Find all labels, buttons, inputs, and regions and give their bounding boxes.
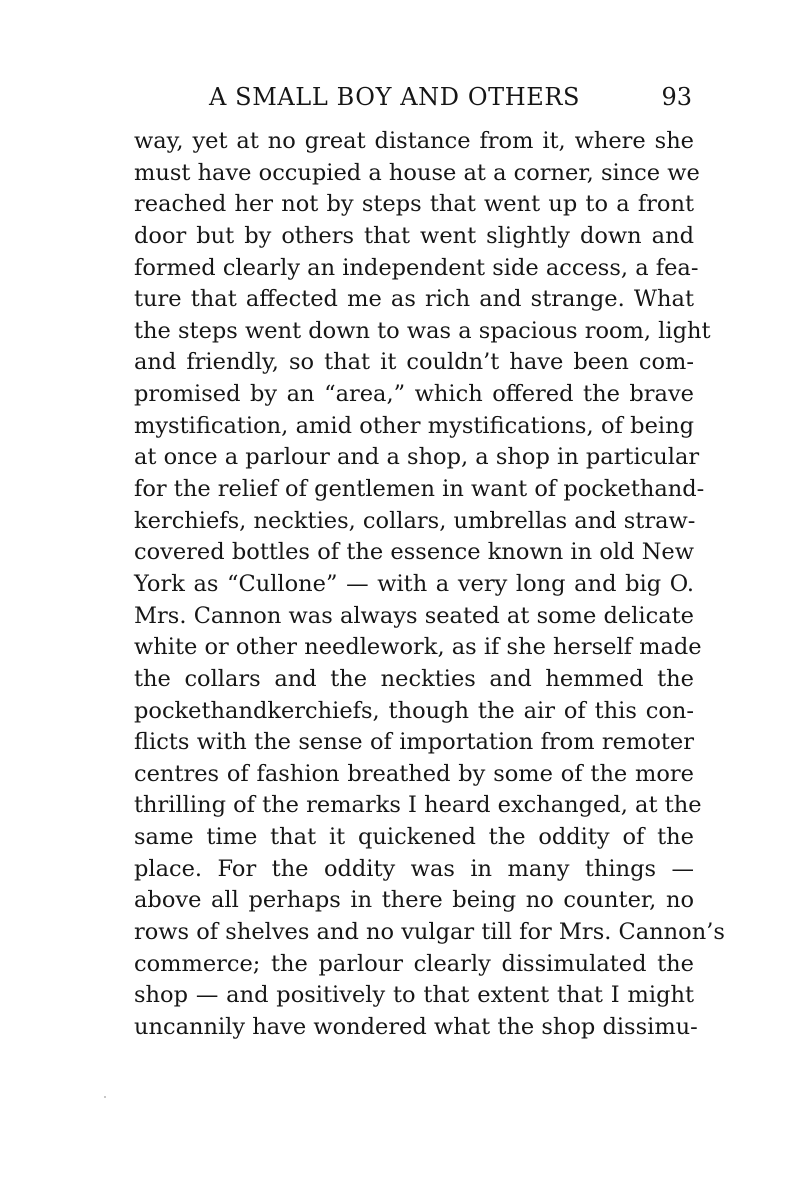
text-line: promised by an “area,” which offered the brave: [134, 381, 694, 408]
text-line: mystification, amid other mystifications, of being: [134, 412, 694, 439]
text-line: York as “Cullone” — with a very long and big O.: [134, 570, 694, 597]
text-line: the collars and the neckties and hemmed the: [134, 665, 694, 692]
text-line: centres of fashion breathed by some of the more: [134, 760, 694, 787]
text-line: kerchiefs, neckties, collars, umbrellas and straw-: [134, 507, 696, 534]
text-line: ture that affected me as rich and strange. What: [134, 286, 694, 313]
text-line: white or other needlework, as if she herself made: [134, 634, 702, 661]
text-line: uncannily have wondered what the shop dissimu-: [134, 1013, 698, 1040]
text-line: rows of shelves and no vulgar till for Mrs. Cannon’s: [134, 919, 725, 946]
text-line: door but by others that went slightly down and: [134, 222, 694, 249]
running-title: A SMALL BOY AND OTHERS: [209, 83, 581, 111]
scan-speck: [104, 1096, 106, 1098]
text-line: pockethandkerchiefs, though the air of this con-: [134, 697, 694, 724]
running-head: [134, 80, 694, 114]
text-line: same time that it quickened the oddity of the: [134, 824, 694, 851]
text-line: place. For the oddity was in many things —: [134, 855, 694, 882]
text-line: for the relief of gentlemen in want of pockethand-: [134, 476, 705, 503]
text-line: reached her not by steps that went up to a front: [134, 191, 694, 218]
text-line: at once a parlour and a shop, a shop in particular: [134, 444, 700, 471]
text-line: flicts with the sense of importation from remoter: [134, 729, 694, 756]
text-line: formed clearly an independent side access, a fea-: [134, 254, 699, 281]
text-line: Mrs. Cannon was always seated at some delicate: [134, 602, 694, 629]
text-line: commerce; the parlour clearly dissimulated the: [134, 950, 694, 977]
body-text: [134, 126, 725, 1044]
text-line: shop — and positively to that extent that I might: [134, 982, 694, 1009]
page-number: 93: [661, 83, 692, 111]
text-line: the steps went down to was a spacious room, light: [134, 317, 711, 344]
text-line: above all perhaps in there being no counter, no: [134, 887, 694, 914]
text-line: way, yet at no great distance from it, where she: [134, 128, 694, 154]
text-line: must have occupied a house at a corner, since we: [134, 159, 700, 186]
text-line: covered bottles of the essence known in old New: [134, 539, 694, 566]
text-line: thrilling of the remarks I heard exchanged, at the: [134, 792, 702, 819]
text-line: and friendly, so that it couldn’t have been com-: [134, 349, 694, 376]
